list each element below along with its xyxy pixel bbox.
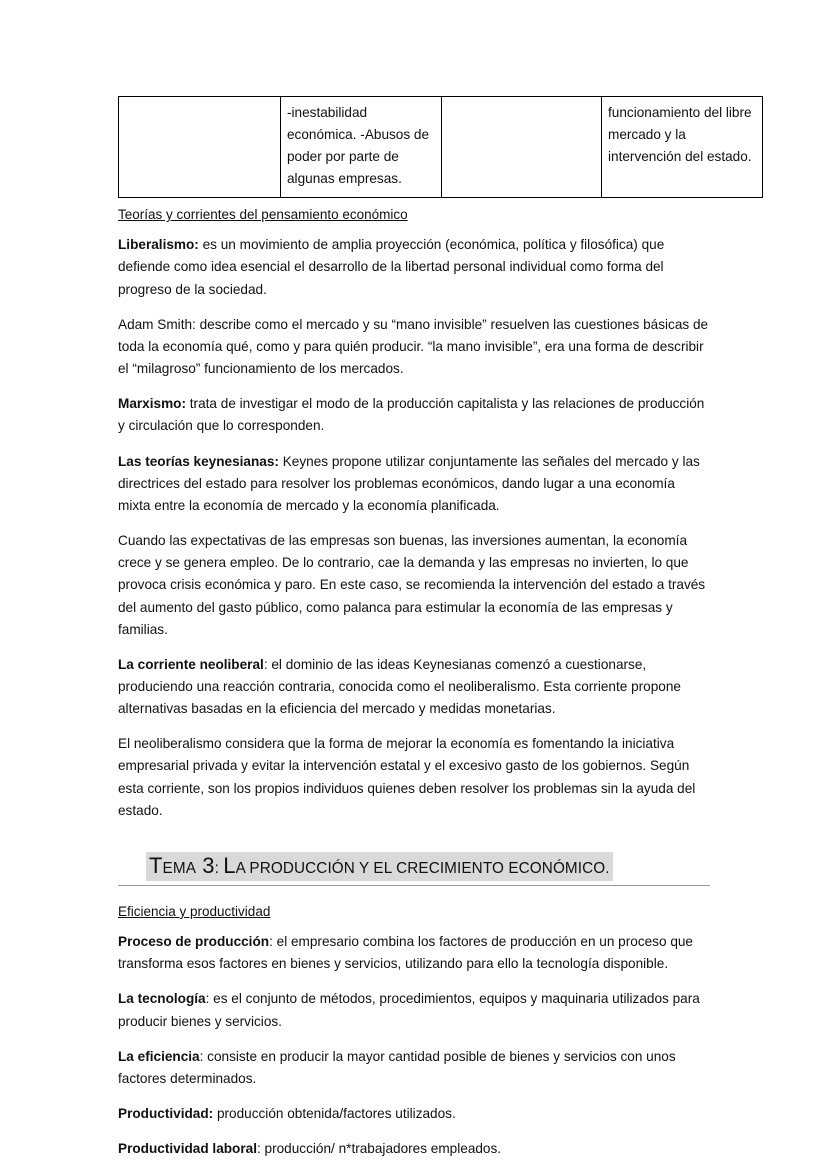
paragraph-body: Adam Smith: describe como el mercado y su “mano invisible” resuelven las cuestiones básicas de toda la economía qué, como y para quién producir. “la mano invisible”, era una forma de describir el “milagroso” funcionamiento de los mercados. — [118, 316, 709, 377]
tema-colon: : — [214, 859, 224, 877]
paragraph-adam-smith — [118, 314, 710, 380]
paragraph-neoliberalismo-considera — [118, 733, 710, 822]
paragraph-lead: La eficiencia — [118, 1048, 200, 1064]
table-row — [119, 97, 763, 198]
table-cell-col1 — [119, 97, 281, 198]
paragraph-lead: Productividad laboral — [118, 1141, 257, 1157]
tema-number: 3 — [196, 852, 215, 878]
paragraph-body: : el empresario combina los factores de producción en un proceso que transforma esos factores en bienes y servicios, utilizando para ello la tecnología disponible. — [118, 934, 693, 972]
subheading-eficiencia-productividad: Eficiencia y productividad — [118, 903, 271, 919]
paragraph-lead: Liberalismo: — [118, 237, 199, 253]
paragraph-body: trata de investigar el modo de la producción capitalista y las relaciones de producción y circulación que lo corresponden. — [118, 396, 705, 434]
paragraph-body: El neoliberalismo considera que la forma de mejorar la economía es fomentando la iniciativa empresarial privada y evitar la intervención estatal y el excesivo gasto de los gobiernos. Según esta corriente, son los propios individuos quienes deben resolver los problemas sin la ayuda del estado. — [118, 736, 696, 818]
paragraph-liberalismo — [118, 234, 710, 300]
paragraph-body: es un movimiento de amplia proyección (económica, política y filosófica) que defiende como idea esencial el desarrollo de la libertad personal individual como forma del progreso de la sociedad. — [118, 237, 665, 297]
paragraph-body: : consiste en producir la mayor cantidad posible de bienes y servicios con unos factores determinados. — [118, 1048, 676, 1086]
paragraph-marxismo — [118, 393, 710, 437]
subheading-teorias-corrientes: Teorías y corrientes del pensamiento económico — [118, 207, 408, 223]
tema-title: A PRODUCCIÓN Y EL CRECIMIENTO ECONÓMICO. — [235, 859, 610, 877]
paragraph-lead: La corriente neoliberal — [118, 656, 264, 672]
tema-heading-block — [118, 852, 710, 886]
paragraph-teorias-keynesianas — [118, 451, 710, 517]
paragraph-lead: Productividad: — [118, 1106, 214, 1122]
paragraph-body: : producción/ n*trabajadores empleados. — [256, 1141, 502, 1157]
paragraph-proceso-produccion — [118, 931, 710, 975]
paragraph-body: : el dominio de las ideas Keynesianas comenzó a cuestionarse, produciendo una reacción contraria, conocida como el neoliberalismo. Esta corriente propone alternativas basadas en la eficiencia del mercado y medidas monetarias. — [118, 656, 681, 717]
tema-heading — [146, 852, 613, 881]
table-cell-col4: funcionamiento del libre mercado y la intervención del estado. — [602, 97, 763, 198]
table-cell-col3 — [442, 97, 602, 198]
paragraph-lead: Proceso de producción — [118, 934, 270, 950]
table-cell-col2: -inestabilidad económica. -Abusos de poder por parte de algunas empresas. — [281, 97, 442, 198]
paragraph-corriente-neoliberal — [118, 654, 710, 720]
continued-table — [118, 96, 763, 198]
page-content — [118, 96, 752, 1160]
tema-word: EMA — [162, 859, 196, 877]
paragraph-productividad — [118, 1103, 710, 1125]
paragraph-body: : es el conjunto de métodos, procedimientos, equipos y maquinaria utilizados para producir bienes y servicios. — [118, 991, 700, 1029]
table-body — [119, 97, 763, 198]
paragraph-expectativas-empresas — [118, 530, 710, 641]
paragraph-body: Cuando las expectativas de las empresas son buenas, las inversiones aumentan, la economía crece y se genera empleo. De lo contrario, cae la demanda y las empresas no invierten, lo que provoca crisis económica y paro. En este caso, se recomienda la intervención del estado a través del aumento del gasto público, como palanca para estimular la economía de las empresas y familias. — [118, 533, 706, 637]
tema-title-initial: L — [223, 852, 236, 878]
paragraph-lead: La tecnología — [118, 991, 206, 1007]
paragraph-la-eficiencia — [118, 1046, 710, 1090]
paragraph-body: producción obtenida/factores utilizados. — [213, 1106, 456, 1122]
tema-initial: T — [149, 852, 163, 878]
paragraph-la-tecnologia — [118, 988, 710, 1032]
paragraph-lead: Las teorías keynesianas: — [118, 453, 279, 469]
paragraph-body: Keynes propone utilizar conjuntamente las señales del mercado y las directrices del estado para resolver los problemas económicos, dando lugar a una economía mixta entre la economía de mercado y la economía planificada. — [118, 453, 700, 513]
paragraph-lead: Marxismo: — [118, 396, 186, 412]
paragraph-productividad-laboral — [118, 1138, 710, 1160]
